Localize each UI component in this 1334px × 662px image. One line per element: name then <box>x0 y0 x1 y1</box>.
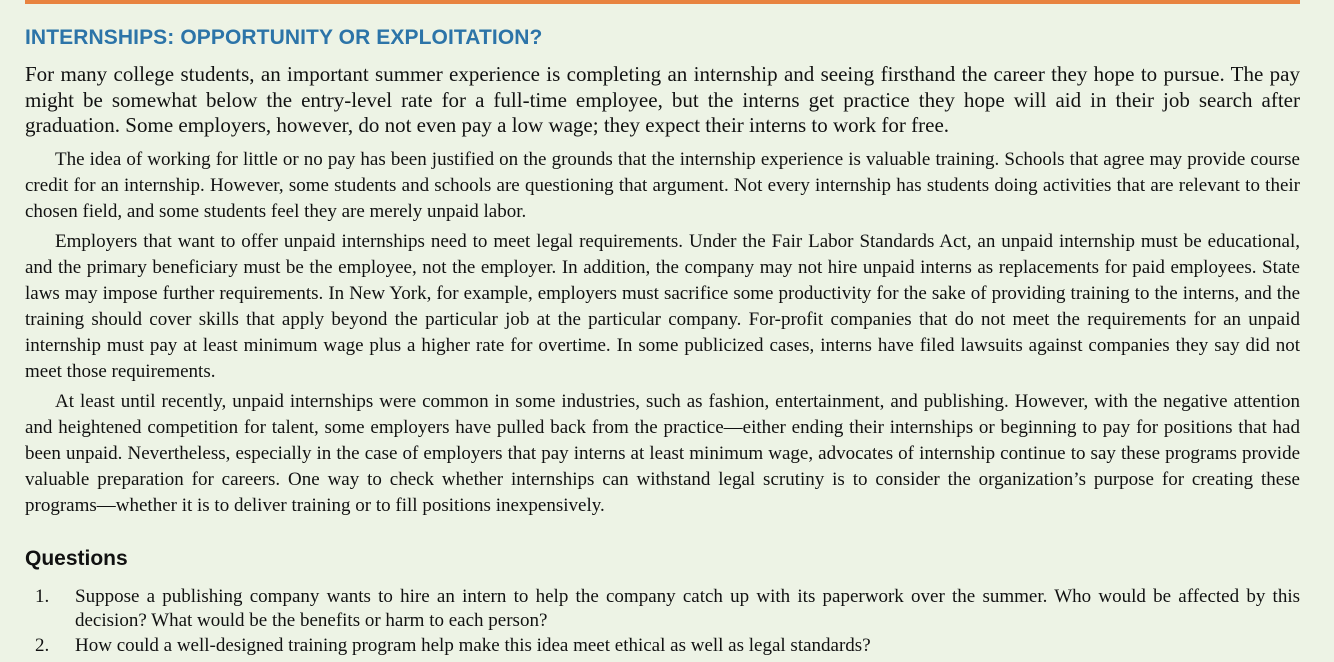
question-number: 2. <box>35 634 50 656</box>
article-title: INTERNSHIPS: OPPORTUNITY OR EXPLOITATION? <box>25 26 543 49</box>
question-item-1 <box>25 585 1300 633</box>
questions-list <box>25 585 1300 658</box>
question-number: 1. <box>35 585 50 607</box>
case-study-box <box>25 22 1300 659</box>
body-paragraph-2: Employers that want to offer unpaid internships need to meet legal requirements. Under the Fair Labor Standards Act, an unpaid internship must be educational, and the primary beneficiary must be the employee, not the employer. In addition, the company may not hire unpaid interns as replacements for paid employees. State laws may impose further requirements. In New York, for example, employers must sacrifice some productivity for the sake of providing training to the interns, and the training should cover skills that apply beyond the particular job at the particular company. For-profit companies that do not meet the requirements for an unpaid internship must pay at least minimum wage plus a higher rate for overtime. In some publicized cases, interns have filed lawsuits against companies they say did not meet those requirements. <box>25 230 1300 382</box>
body-paragraph-3: At least until recently, unpaid internships were common in some industries, such as fashion, entertainment, and publishing. However, with the negative attention and heightened competition for talent, some employers have pulled back from the practice—either ending their internships or beginning to pay for positions that had been unpaid. Nevertheless, especially in the case of employers that pay interns at least minimum wage, advocates of internship continue to say these programs provide valuable preparation for careers. One way to check whether internships can withstand legal scrutiny is to consider the organization’s purpose for creating these programs—whether it is to deliver training or to fill positions inexpensively. <box>25 390 1300 516</box>
body-paragraph-1: The idea of working for little or no pay has been justified on the grounds that the internship experience is valuable training. Schools that agree may provide course credit for an internship. However, some students and schools are questioning that argument. Not every internship has students doing activities that are relevant to their chosen field, and some students feel they are merely unpaid labor. <box>25 148 1300 222</box>
top-accent-rule <box>25 0 1300 4</box>
question-text: Suppose a publishing company wants to hire an intern to help the company catch up with its paperwork over the summer. Who would be affected by this decision? What would be the benefits or harm to each person? <box>75 585 1300 631</box>
questions-heading: Questions <box>25 546 128 570</box>
question-item-2 <box>25 634 1300 658</box>
lead-paragraph: For many college students, an important summer experience is completing an internship and seeing firsthand the career they hope to pursue. The pay might be somewhat below the entry-level rate for a full-time employee, but the interns get practice they hope will aid in their job search after graduation. Some employers, however, do not even pay a low wage; they expect their interns to work for free. <box>25 62 1300 137</box>
question-text: How could a well-designed training program help make this idea meet ethical as well as legal standards? <box>75 634 871 656</box>
